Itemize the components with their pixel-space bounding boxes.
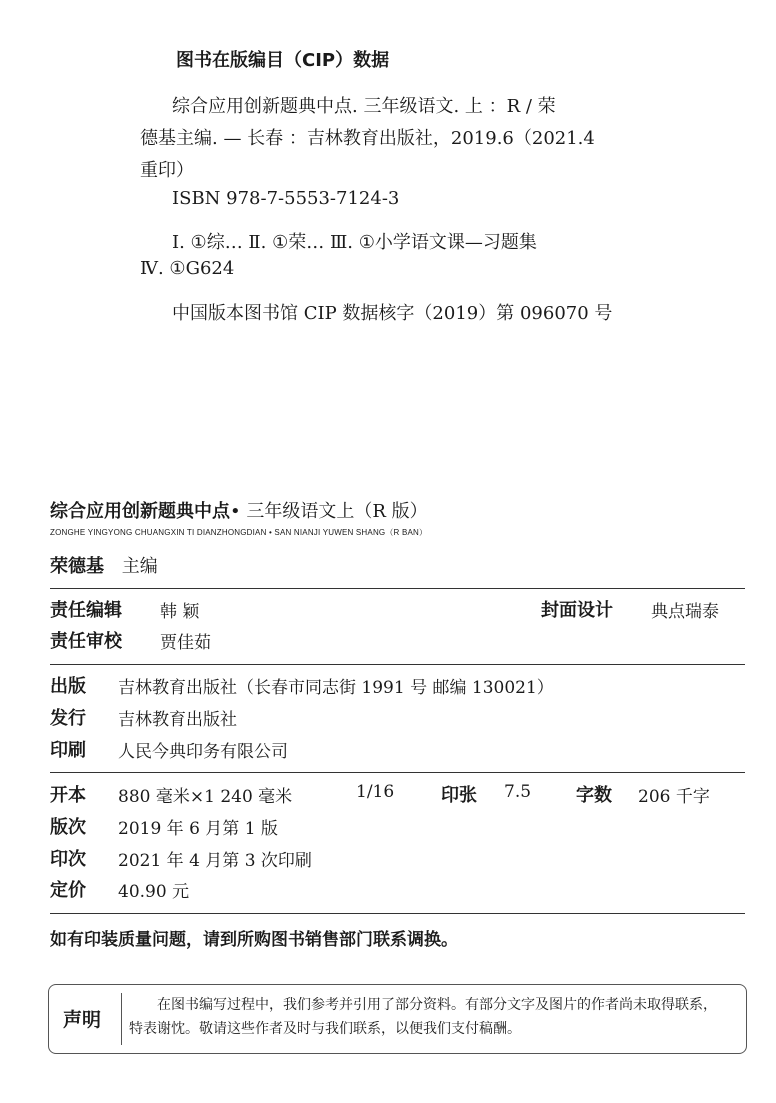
- cip-line-2: 德基主编. — 长春 ：吉林教育出版社，2019.6（2021.4: [140, 128, 595, 149]
- book-title: [50, 497, 428, 523]
- fold: 1/16: [356, 782, 395, 802]
- divider: [50, 772, 745, 773]
- format-label: 开本: [50, 785, 86, 806]
- editor-line: [50, 552, 158, 578]
- responsible-editor: 韩 颖: [160, 602, 200, 622]
- price: 40.90 元: [118, 882, 190, 902]
- printing-label: 印次: [50, 849, 86, 870]
- cip-isbn: ISBN 978-7-5553-7124-3: [172, 188, 400, 209]
- words: 206 千字: [638, 787, 710, 807]
- printer: 人民今典印务有限公司: [118, 742, 288, 762]
- quality-notice: 如有印装质量问题，请到所购图书销售部门联系调换。: [50, 930, 458, 950]
- book-title-main: 综合应用创新题典中点: [50, 501, 230, 522]
- sheets-label: 印张: [441, 785, 477, 806]
- cip-line-3: 重印）: [140, 160, 194, 181]
- cip-classification-1: Ⅰ. ①综… Ⅱ. ①荣… Ⅲ. ①小学语文课—习题集: [172, 232, 537, 253]
- statement-text: 在图书编写过程中，我们参考并引用了部分资料。有部分文字及图片的作者尚未取得联系，特表谢忱。敬请这些作者及时与我们联系，以便我们支付稿酬。: [129, 997, 717, 1037]
- cip-line-1: 综合应用创新题典中点. 三年级语文. 上 ：R / 荣: [172, 96, 556, 117]
- price-label: 定价: [50, 880, 86, 901]
- cover-design: 典点瑞泰: [651, 602, 719, 622]
- distributor: 吉林教育出版社: [118, 710, 237, 730]
- cip-heading: 图书在版编目（CIP）数据: [176, 50, 390, 71]
- printer-label: 印刷: [50, 740, 86, 761]
- responsible-editor-label: 责任编辑: [50, 600, 122, 621]
- proofreader-label: 责任审校: [50, 631, 122, 652]
- statement-label: 声明: [63, 1009, 102, 1031]
- sheets: 7.5: [504, 782, 532, 802]
- publisher: 吉林教育出版社（长春市同志街 1991 号 邮编 130021）: [118, 678, 554, 698]
- divider: [50, 664, 745, 665]
- edition: 2019 年 6 月第 1 版: [118, 819, 278, 839]
- cover-design-label: 封面设计: [541, 600, 613, 621]
- printing: 2021 年 4 月第 3 次印刷: [118, 851, 312, 871]
- edition-label: 版次: [50, 817, 86, 838]
- book-title-sub: • 三年级语文上（R 版）: [230, 501, 428, 522]
- divider: [50, 913, 745, 914]
- book-title-pinyin: ZONGHE YINGYONG CHUANGXIN TI DIANZHONGDIAN • SAN NIANJI YUWEN SHANG（R BAN）: [50, 528, 428, 537]
- cip-classification-2: Ⅳ. ①G624: [140, 258, 235, 279]
- editor-role: 主编: [121, 556, 158, 577]
- proofreader: 贾佳茹: [160, 633, 211, 653]
- divider: [50, 588, 745, 589]
- publisher-label: 出版: [50, 676, 86, 697]
- cip-record-number: 中国版本图书馆 CIP 数据核字（2019）第 096070 号: [172, 303, 613, 324]
- statement-box: [48, 984, 747, 1054]
- format: 880 毫米×1 240 毫米: [118, 787, 293, 807]
- statement-divider: [121, 993, 122, 1045]
- distributor-label: 发行: [50, 708, 86, 729]
- words-label: 字数: [576, 785, 612, 806]
- editor-name: 荣德基: [50, 556, 104, 577]
